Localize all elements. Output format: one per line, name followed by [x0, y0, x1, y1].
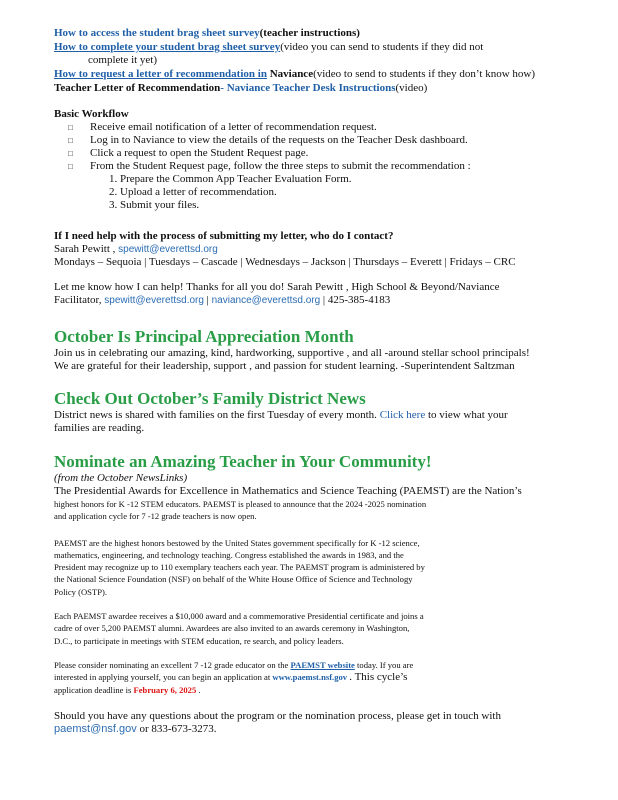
brag-sheet-complete-link[interactable]: How to complete your student brag sheet survey — [54, 41, 281, 53]
nominate-source: (from the October NewsLinks) — [54, 472, 188, 484]
paragraph-line: today. If you are — [357, 659, 414, 670]
workflow-steps — [54, 173, 578, 212]
workflow-step: 1. Prepare the Common App Teacher Evaluation Form. — [109, 173, 352, 185]
closing-phone: or 833-673-3273. — [136, 722, 217, 735]
workflow-bullet: □ Click a request to open the Student Request page. — [54, 147, 578, 160]
help-note-phone: | 425-385-4183 — [322, 294, 391, 306]
nominate-heading: Nominate an Amazing Teacher in Your Community! — [54, 452, 432, 471]
workflow-title: Basic Workflow — [54, 108, 129, 120]
paragraph-line: and application cycle for 7 -12 grade teachers is now open. — [54, 511, 257, 522]
request-letter-link[interactable]: How to request a letter of recommendation in — [54, 68, 267, 80]
closing-line1: Should you have any questions about the program or the nomination process, please get in touch with — [54, 709, 501, 722]
paragraph-line: interested in applying yourself, you can begin an application at — [54, 672, 271, 683]
workflow-bullet: □ From the Student Request page, follow the three steps to submit the recommendation : — [54, 160, 578, 173]
teacher-letter-label: Teacher Letter of Recommendation — [54, 82, 221, 94]
paragraph-line: application deadline is — [54, 684, 132, 695]
paragraph-line: D.C., to participate in meetings with STEM education, re search, and policy leaders. — [54, 635, 344, 646]
nominate-paragraph-3 — [54, 610, 578, 647]
paragraph-line: the National Science Foundation (NSF) on behalf of the White House Office of Science and Technology — [54, 574, 413, 585]
nominate-paragraph-1 — [54, 498, 578, 523]
teacher-desk-note: (video) — [395, 82, 428, 94]
principal-heading: October Is Principal Appreciation Month — [54, 327, 354, 346]
news-section — [54, 389, 578, 435]
help-schedule: Mondays – Sequoia | Tuesdays – Cascade | Wednesdays – Jackson | Thursdays – Everett | Fridays – CRC — [54, 256, 516, 268]
nominate-paragraph-2 — [54, 537, 578, 598]
nominate-section — [54, 452, 578, 736]
news-click-here-link[interactable]: Click here — [379, 409, 426, 421]
paemst-email-link[interactable]: paemst@nsf.gov — [54, 722, 137, 735]
paragraph-line: President may recognize up to 110 exemplary teachers each year. The PAEMST program is administered by — [54, 562, 425, 573]
paragraph-line: mathematics, engineering, and technology teaching. Congress established the awards in 1983, and the — [54, 549, 404, 560]
help-note-facilitator: Facilitator, — [54, 294, 102, 306]
deadline-date: February 6, 2025 — [133, 684, 197, 695]
paemst-url-link[interactable]: www.paemst.nsf.gov — [272, 672, 348, 683]
workflow-step: 2. Upload a letter of recommendation. — [109, 186, 277, 198]
help-contact-email[interactable]: spewitt@everettsd.org — [118, 244, 218, 255]
teacher-desk-instructions-link[interactable]: - Naviance Teacher Desk Instructions — [220, 82, 396, 94]
paragraph-line: Policy (OSTP). — [54, 586, 107, 597]
paragraph-line: cadre of over 5,200 PAEMST alumni. Awardees are also invited to an awards ceremony in Washington, — [54, 623, 410, 634]
news-heading: Check Out October’s Family District News — [54, 389, 366, 408]
help-section — [54, 230, 578, 307]
help-note-line1: Let me know how I can help! Thanks for all you do! Sarah Pewitt , High School & Beyond/Naviance — [54, 281, 500, 293]
brag-sheet-complete-note: (video you can send to students if they did not — [280, 41, 484, 53]
request-letter-naviance: Naviance — [269, 68, 314, 80]
workflow-bullet: □ Log in to Naviance to view the details of the requests on the Teacher Desk dashboard. — [54, 134, 578, 147]
help-note-sep: | — [206, 294, 209, 306]
paragraph-line: PAEMST are the highest honors bestowed by the United States government specifically for K -12 science, — [54, 537, 420, 548]
paemst-website-link[interactable]: PAEMST website — [290, 659, 355, 670]
paragraph-line: Each PAEMST awardee receives a $10,000 award and a commemorative Presidential certificate and joins a — [54, 611, 424, 622]
news-line1-rest: to view what your — [427, 409, 508, 421]
paragraph-line: . — [198, 684, 201, 695]
news-line1: District news is shared with families on the first Tuesday of every month. — [54, 409, 377, 421]
paragraph-line: highest honors for K -12 STEM educators. PAEMST is pleased to announce that the 2024 -2025 nomination — [54, 499, 427, 509]
workflow-bullet: □ Receive email notification of a letter of recommendation request. — [54, 121, 578, 134]
paragraph-line: Please consider nominating an excellent 7 -12 grade educator on the — [54, 659, 289, 670]
help-contact-name: Sarah Pewitt , — [54, 243, 116, 255]
help-question: If I need help with the process of submitting my letter, who do I contact? — [54, 230, 394, 242]
news-line2: families are reading. — [54, 422, 145, 434]
help-note-email2[interactable]: naviance@everettsd.org — [211, 295, 321, 306]
brag-sheet-access-note: (teacher instructions) — [259, 27, 360, 39]
workflow-step: 3. Submit your files. — [109, 199, 200, 211]
brag-sheet-complete-note-cont: complete it yet) — [88, 54, 158, 66]
principal-line1: Join us in celebrating our amazing, kind, hardworking, supportive , and all -around stellar school principals! — [54, 347, 530, 359]
principal-line2: We are grateful for their leadership, support , and passion for student learning. -Superintendent Saltzman — [54, 360, 515, 372]
nominate-intro: The Presidential Awards for Excellence in Mathematics and Science Teaching (PAEMST) are the Nation’s — [54, 485, 522, 497]
help-note-email1[interactable]: spewitt@everettsd.org — [104, 295, 204, 306]
workflow-bullets — [54, 121, 578, 173]
request-letter-note: (video to send to students if they don’t know how) — [313, 68, 535, 80]
principal-section — [54, 327, 578, 373]
workflow-section — [54, 108, 578, 212]
nominate-closing — [54, 710, 578, 736]
brag-sheet-access-link[interactable]: How to access the student brag sheet survey — [54, 27, 260, 39]
nominate-paragraph-4 — [54, 659, 578, 696]
paragraph-line: . This cycle’s — [349, 671, 408, 684]
resource-links — [54, 27, 578, 95]
